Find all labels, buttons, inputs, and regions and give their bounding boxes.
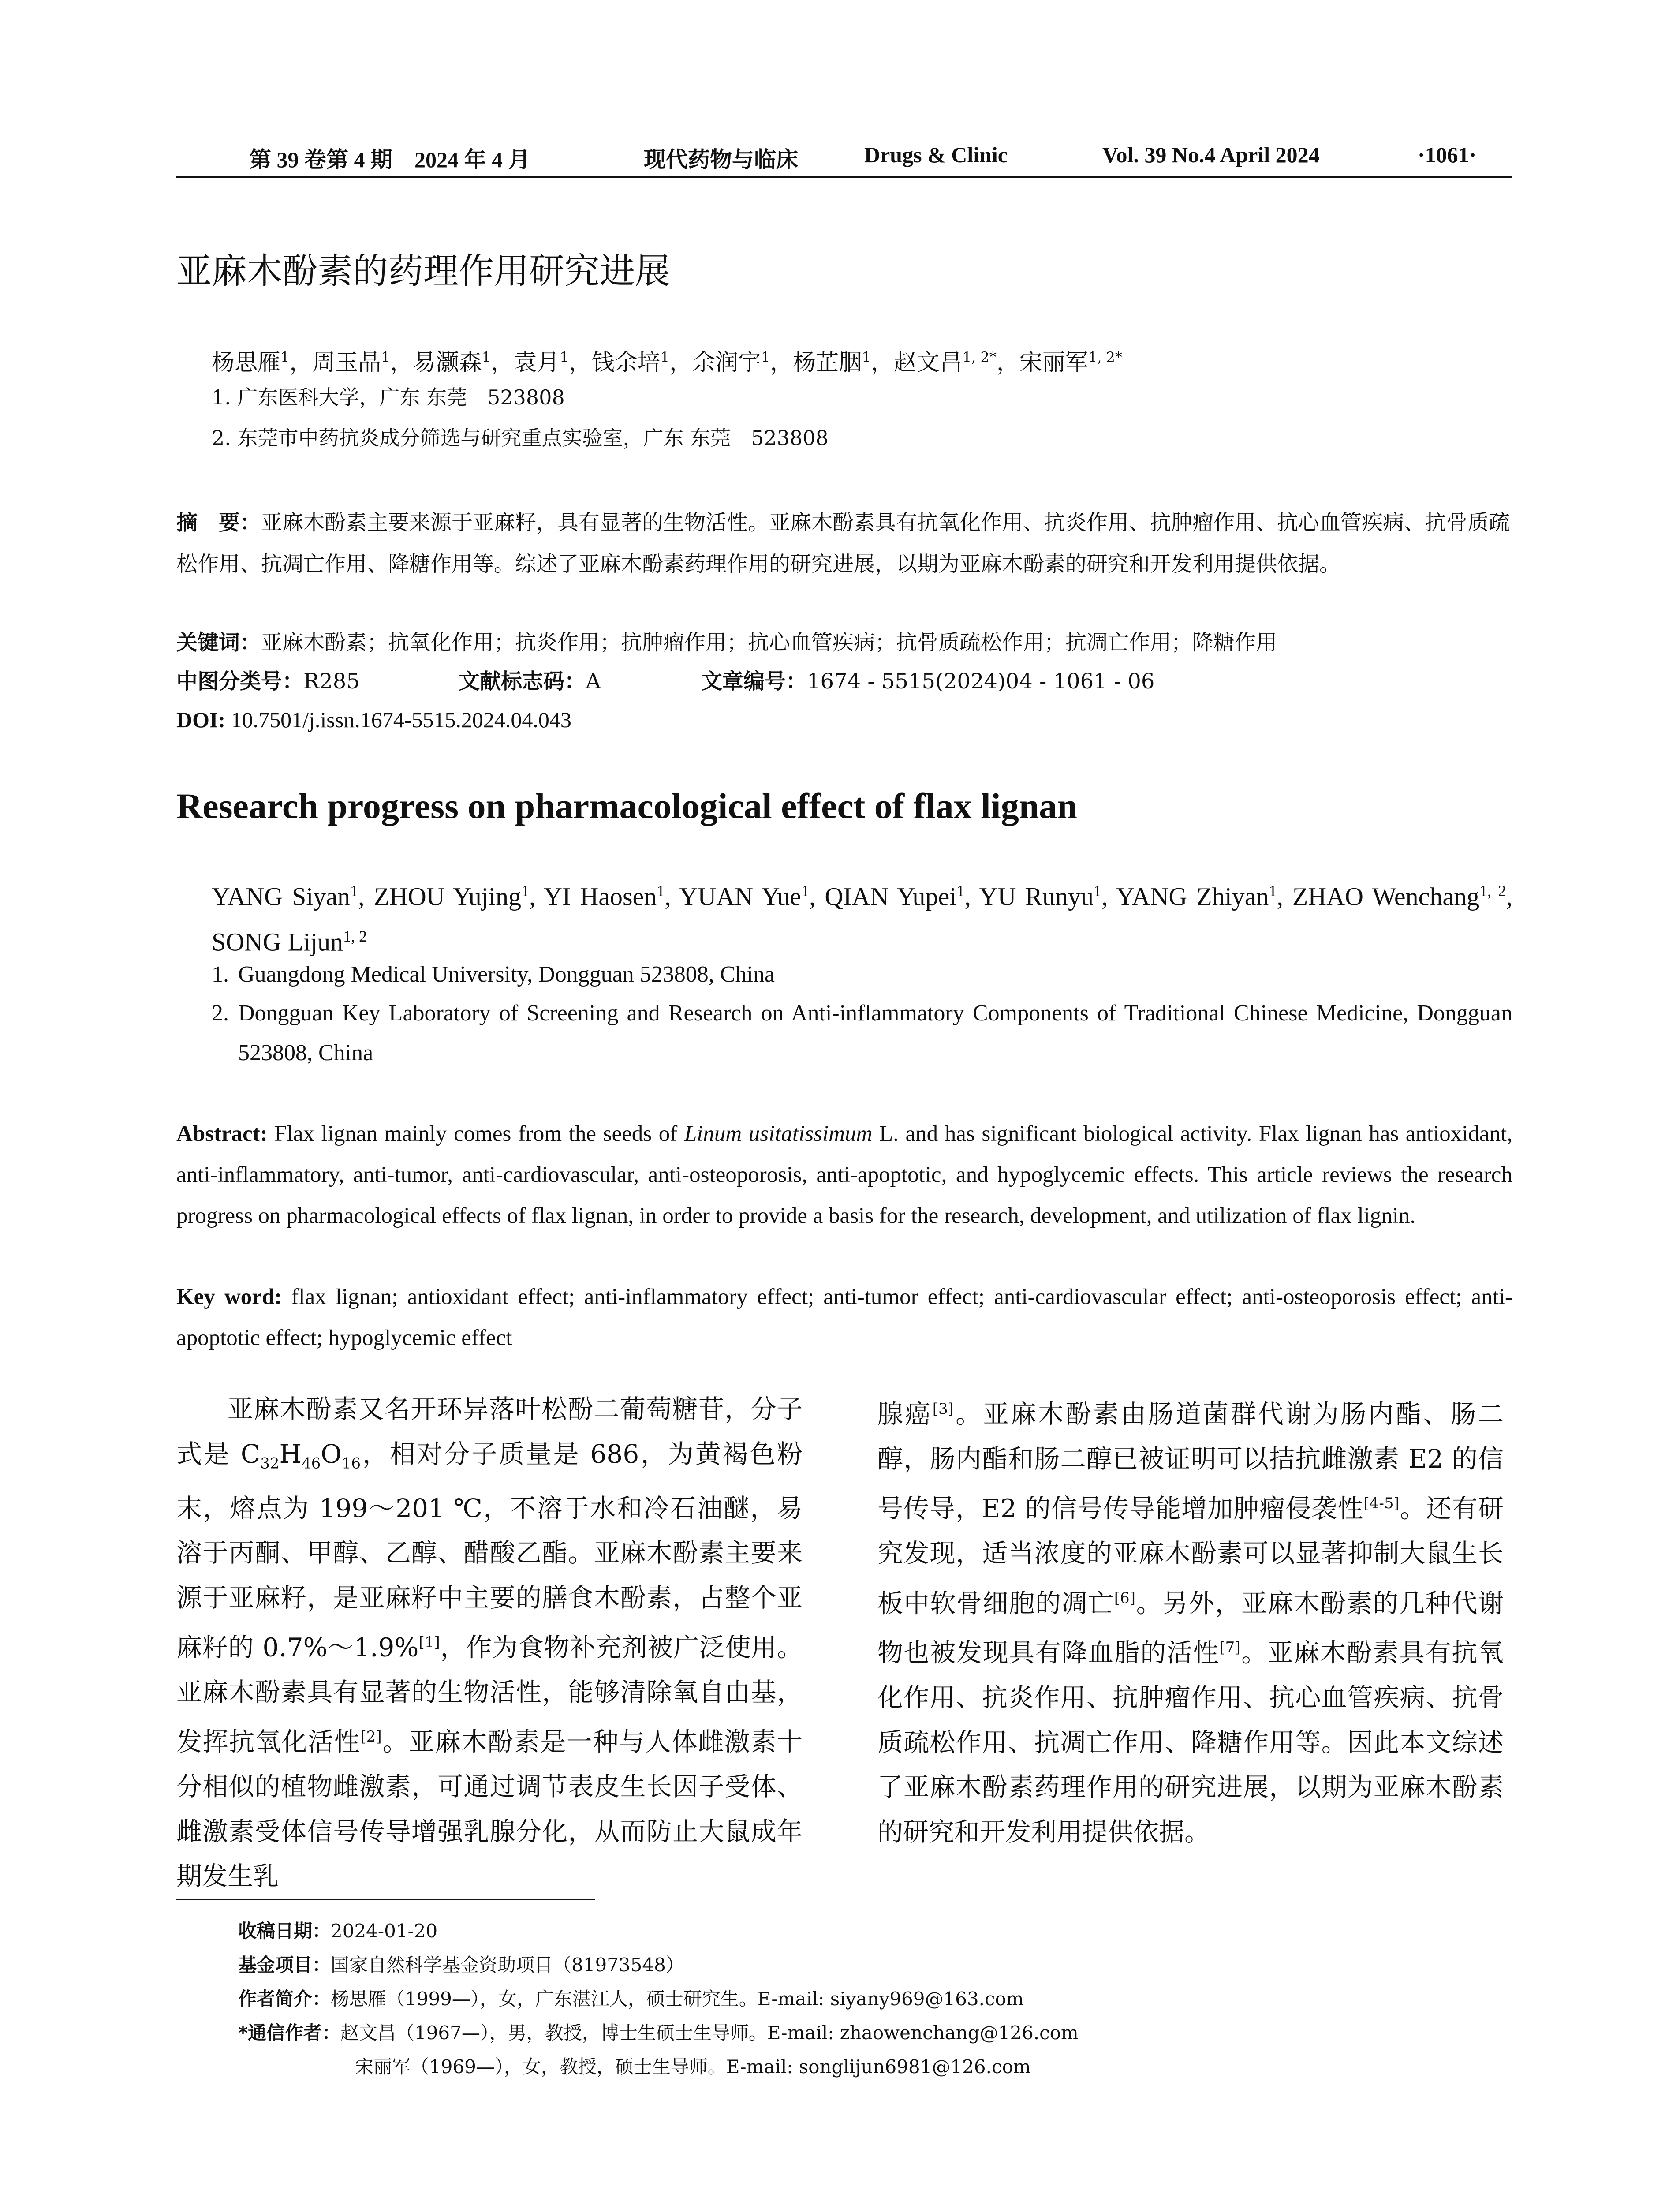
body-text: 。亚麻木酚素具有抗氧化作用、抗炎作用、抗肿瘤作用、抗心血管疾病、抗骨质疏松作用、抗凋亡作用、降糖作用等。因此本文综述了亚麻木酚素药理作用的研究进展，以期为亚麻木酚素的研究和开发利用提供依据。 — [877, 1637, 1504, 1847]
journal-name-en: Drugs & Clinic — [864, 142, 1008, 167]
body-text: O — [321, 1439, 342, 1469]
keywords-cn-label: 关键词： — [176, 630, 261, 655]
keywords-en-text: flax lignan; antioxidant effect; anti-inflammatory effect; anti-tumor effect; anti-cardiovascular effect; anti-osteoporosis effect; anti-apoptotic effect; hypoglycemic effect — [176, 1285, 1513, 1350]
author-name: YU Runyu — [979, 882, 1094, 911]
corresponding-label: *通信作者： — [238, 2022, 340, 2044]
abstract-cn-text: 亚麻木酚素主要来源于亚麻籽，具有显著的生物活性。亚麻木酚素具有抗氧化作用、抗炎作用、抗肿瘤作用、抗心血管疾病、抗骨质疏松作用、抗凋亡作用、降糖作用等。综述了亚麻木酚素药理作用的研究进展，以期为亚麻木酚素的研究和开发利用提供依据。 — [176, 510, 1510, 576]
formula-subscript: 16 — [341, 1454, 361, 1472]
issue-cn: 第 39 卷第 4 期 2024 年 4 月 — [249, 147, 530, 172]
body-text: 。亚麻木酚素由肠道菌群代谢为肠内酯、肠二醇，肠内酯和肠二醇已被证明可以拮抗雌激素 E2 的信号传导，E2 的信号传导能增加肿瘤侵袭性 — [877, 1399, 1504, 1524]
abstract-cn — [176, 502, 1512, 585]
body-text: 亚麻木酚素又名开环异落叶松酚二葡萄糖苷，分子式是 C — [176, 1394, 803, 1469]
body-text: 。另外，亚麻木酚素的几种代谢物也被发现具有降血脂的活性 — [877, 1588, 1504, 1668]
author-bio-label: 作者简介： — [238, 1988, 331, 2010]
formula-subscript: 46 — [302, 1454, 321, 1472]
author-affiliation-mark: 1, 2 — [1479, 882, 1506, 900]
doi-line — [176, 702, 571, 737]
author-name: 易灏森 — [413, 349, 482, 376]
author-name: ZHOU Yujing — [373, 882, 521, 911]
author-name: 宋丽军 — [1019, 349, 1088, 376]
abstract-en-label: Abstract: — [176, 1121, 268, 1146]
journal-name-cn: 现代药物与临床 — [644, 147, 798, 172]
header-rule — [176, 176, 1512, 178]
affiliation-en-text: Dongguan Key Laboratory of Screening and Research on Anti-inflammatory Components of Traditional Chinese Medicine, Dongguan 523808, China — [238, 1001, 1512, 1065]
author-affiliation-mark: 1 — [280, 349, 290, 366]
document-code — [459, 664, 601, 699]
body-text: 。还有研究发现，适当浓度的亚麻木酚素可以显著抑制大鼠生长板中软骨细胞的凋亡 — [877, 1493, 1504, 1618]
corresponding-author-2: 宋丽军（1969—），女，教授，硕士生导师。E-mail: songlijun6981@126.com — [355, 2056, 1031, 2078]
doc-code-value: A — [586, 669, 601, 694]
fund-label: 基金项目： — [238, 1954, 331, 1976]
corresponding-author-1: 赵文昌（1967—），男，教授，博士生硕士生导师。E-mail: zhaowenchang@126.com — [340, 2022, 1079, 2044]
citation-ref[interactable]: [7] — [1219, 1639, 1241, 1657]
citation-ref[interactable]: [4-5] — [1363, 1495, 1400, 1513]
keywords-en-label: Key word: — [176, 1285, 282, 1309]
body-column-right — [877, 1387, 1504, 1854]
keywords-en — [176, 1277, 1512, 1359]
author-affiliation-mark: 1 — [801, 882, 809, 900]
author-affiliation-mark: 1 — [521, 882, 529, 900]
author-bio-value: 杨思雁（1999—），女，广东湛江人，硕士研究生。E-mail: siyany969@163.com — [331, 1988, 1024, 2010]
fund-value: 国家自然科学基金资助项目（81973548） — [331, 1954, 684, 1976]
running-header — [176, 142, 1512, 177]
author-affiliation-mark: 1 — [350, 882, 358, 900]
clc-value: R285 — [303, 669, 360, 694]
author-affiliation-mark: 1 — [660, 349, 669, 366]
author-name: YANG Zhiyan — [1116, 882, 1269, 911]
author-name: 杨思雁 — [212, 349, 281, 376]
body-text: ，作为食物补充剂被广泛使用。亚麻木酚素具有显著的生物活性，能够清除氧自由基，发挥抗氧化活性 — [176, 1632, 803, 1757]
author-affiliation-mark: 1 — [862, 349, 871, 366]
author-list-en: YANG Siyan$^1$, ZHOU Yujing$^1$, YI Haosen$^1$, YUAN Yue$^1$, QIAN Yupei$^1$, YU Runyu$^1$, YANG Zhiyan$^1$, ZHAO Wenchang$^{1, 2}$, SONG Lijun$^{1, 2}$ — [212, 882, 1513, 957]
abstract-en-text-start: Flax lignan mainly comes from the seeds of — [274, 1121, 678, 1146]
abstract-en-text-end: L. and has significant biological activity. Flax lignan has antioxidant, anti-inflammatory, anti-tumor, anti-cardiovascular, anti-osteoporosis, anti-apoptotic, and hypoglycemic effects. This article reviews the research progress on pharmacological effects of flax lignan, in order to provide a basis for the research, development, and utilization of flax lignin. — [176, 1121, 1512, 1228]
author-affiliation-mark: 1, 2* — [1088, 349, 1122, 366]
article-number-value: 1674 - 5515(2024)04 - 1061 - 06 — [807, 669, 1155, 694]
clc-label: 中图分类号： — [176, 669, 304, 694]
article-title-cn: 亚麻木酚素的药理作用研究进展 — [176, 250, 670, 292]
article-number-label: 文章编号： — [701, 669, 807, 694]
classification-line — [176, 664, 1512, 699]
keywords-cn — [176, 625, 1277, 660]
author-list-cn: 杨思雁$^1$，周玉晶$^1$，易灏森$^1$，袁月$^1$，钱余培$^1$，余润宇$^1$，杨芷胭$^1$，赵文昌$^{1, 2*}$，宋丽军$^{1, 2*}$ — [212, 349, 1122, 376]
author-affiliation-mark: 1 — [657, 882, 665, 900]
article-number — [701, 664, 1155, 699]
footnote-author-bio — [238, 1982, 1473, 2016]
affiliation-cn-1: 1. 广东医科大学，广东 东莞 523808 — [212, 385, 565, 409]
citation-ref[interactable]: [6] — [1114, 1589, 1135, 1607]
doi-link[interactable]: 10.7501/j.issn.1674-5515.2024.04.043 — [231, 707, 571, 732]
author-name: QIAN Yupei — [825, 882, 957, 911]
affiliation-en-text: Guangdong Medical University, Dongguan 523808, China — [238, 962, 775, 987]
citation-ref[interactable]: [3] — [932, 1400, 954, 1418]
body-text: ，相对分子质量是 686，为黄褐色粉末，熔点为 199～201 ℃，不溶于水和冷石油醚，易溶于丙酮、甲醇、乙醇、醋酸乙酯。亚麻木酚素主要来源于亚麻籽，是亚麻籽中主要的膳食木酚素，占整个亚麻籽的 0.7%～1.9% — [176, 1439, 803, 1663]
formula-subscript: 32 — [260, 1454, 280, 1472]
author-name: 杨芷胭 — [793, 349, 862, 376]
body-column-left — [176, 1387, 803, 1899]
author-name: 袁月 — [514, 349, 560, 376]
author-name: 周玉晶 — [312, 349, 381, 376]
author-affiliation-mark: 1 — [381, 349, 390, 366]
abstract-cn-label: 摘 要： — [176, 510, 261, 535]
keywords-cn-text: 亚麻木酚素；抗氧化作用；抗炎作用；抗肿瘤作用；抗心血管疾病；抗骨质疏松作用；抗凋亡作用；降糖作用 — [261, 630, 1277, 655]
received-date: 2024-01-20 — [331, 1920, 438, 1942]
author-name: YUAN Yue — [679, 882, 801, 911]
affiliation-en-2 — [212, 994, 1512, 1073]
page-number: ·1061· — [1418, 142, 1477, 167]
affiliation-en-number: 2. — [212, 1001, 229, 1026]
author-affiliation-mark: 1 — [1093, 882, 1101, 900]
citation-ref[interactable]: [2] — [360, 1728, 382, 1746]
clc-number — [176, 664, 360, 699]
footnotes — [238, 1914, 1473, 2084]
footnote-received — [238, 1914, 1473, 1948]
author-affiliation-mark: 1, 2* — [962, 349, 997, 366]
affiliation-en-number: 1. — [212, 962, 229, 987]
article-title-en: Research progress on pharmacological effect of flax lignan — [176, 786, 1077, 826]
author-affiliation-mark: 1, 2 — [343, 927, 367, 946]
author-affiliation-mark: 1 — [956, 882, 965, 900]
footnote-corresponding — [238, 2016, 1473, 2050]
author-name: 钱余培 — [591, 349, 661, 376]
author-name: SONG Lijun — [212, 927, 343, 957]
author-name: 余润宇 — [692, 349, 761, 376]
author-name: YI Haosen — [544, 882, 657, 911]
author-affiliation-mark: 1 — [761, 349, 770, 366]
footnote-fund — [238, 1948, 1473, 1982]
author-name: YANG Siyan — [212, 882, 351, 911]
abstract-en — [176, 1114, 1512, 1237]
footnote-rule — [176, 1899, 595, 1900]
author-affiliation-mark: 1 — [560, 349, 569, 366]
author-name: ZHAO Wenchang — [1292, 882, 1480, 911]
species-name: Linum usitatissimum — [684, 1121, 873, 1146]
affiliation-cn-2: 2. 东莞市中药抗炎成分筛选与研究重点实验室，广东 东莞 523808 — [212, 426, 829, 450]
author-affiliation-mark: 1 — [482, 349, 491, 366]
footnote-corresponding-2 — [238, 2050, 1473, 2084]
author-affiliation-mark: 1 — [1269, 882, 1277, 900]
body-paragraph — [877, 1387, 1504, 1854]
body-text: H — [279, 1439, 302, 1469]
doc-code-label: 文献标志码： — [459, 669, 586, 694]
body-text: 腺癌 — [877, 1399, 933, 1429]
body-text: 。亚麻木酚素是一种与人体雌激素十分相似的植物雌激素，可通过调节表皮生长因子受体、雌激素受体信号传导增强乳腺分化，从而防止大鼠成年期发生乳 — [176, 1727, 803, 1891]
citation-ref[interactable]: [1] — [418, 1633, 440, 1652]
affiliation-en-1 — [212, 955, 1512, 994]
doi-label: DOI: — [176, 707, 226, 732]
body-paragraph — [176, 1387, 803, 1899]
issue-en: Vol. 39 No.4 April 2024 — [1102, 142, 1320, 167]
received-label: 收稿日期： — [238, 1920, 331, 1942]
author-name: 赵文昌 — [893, 349, 963, 376]
